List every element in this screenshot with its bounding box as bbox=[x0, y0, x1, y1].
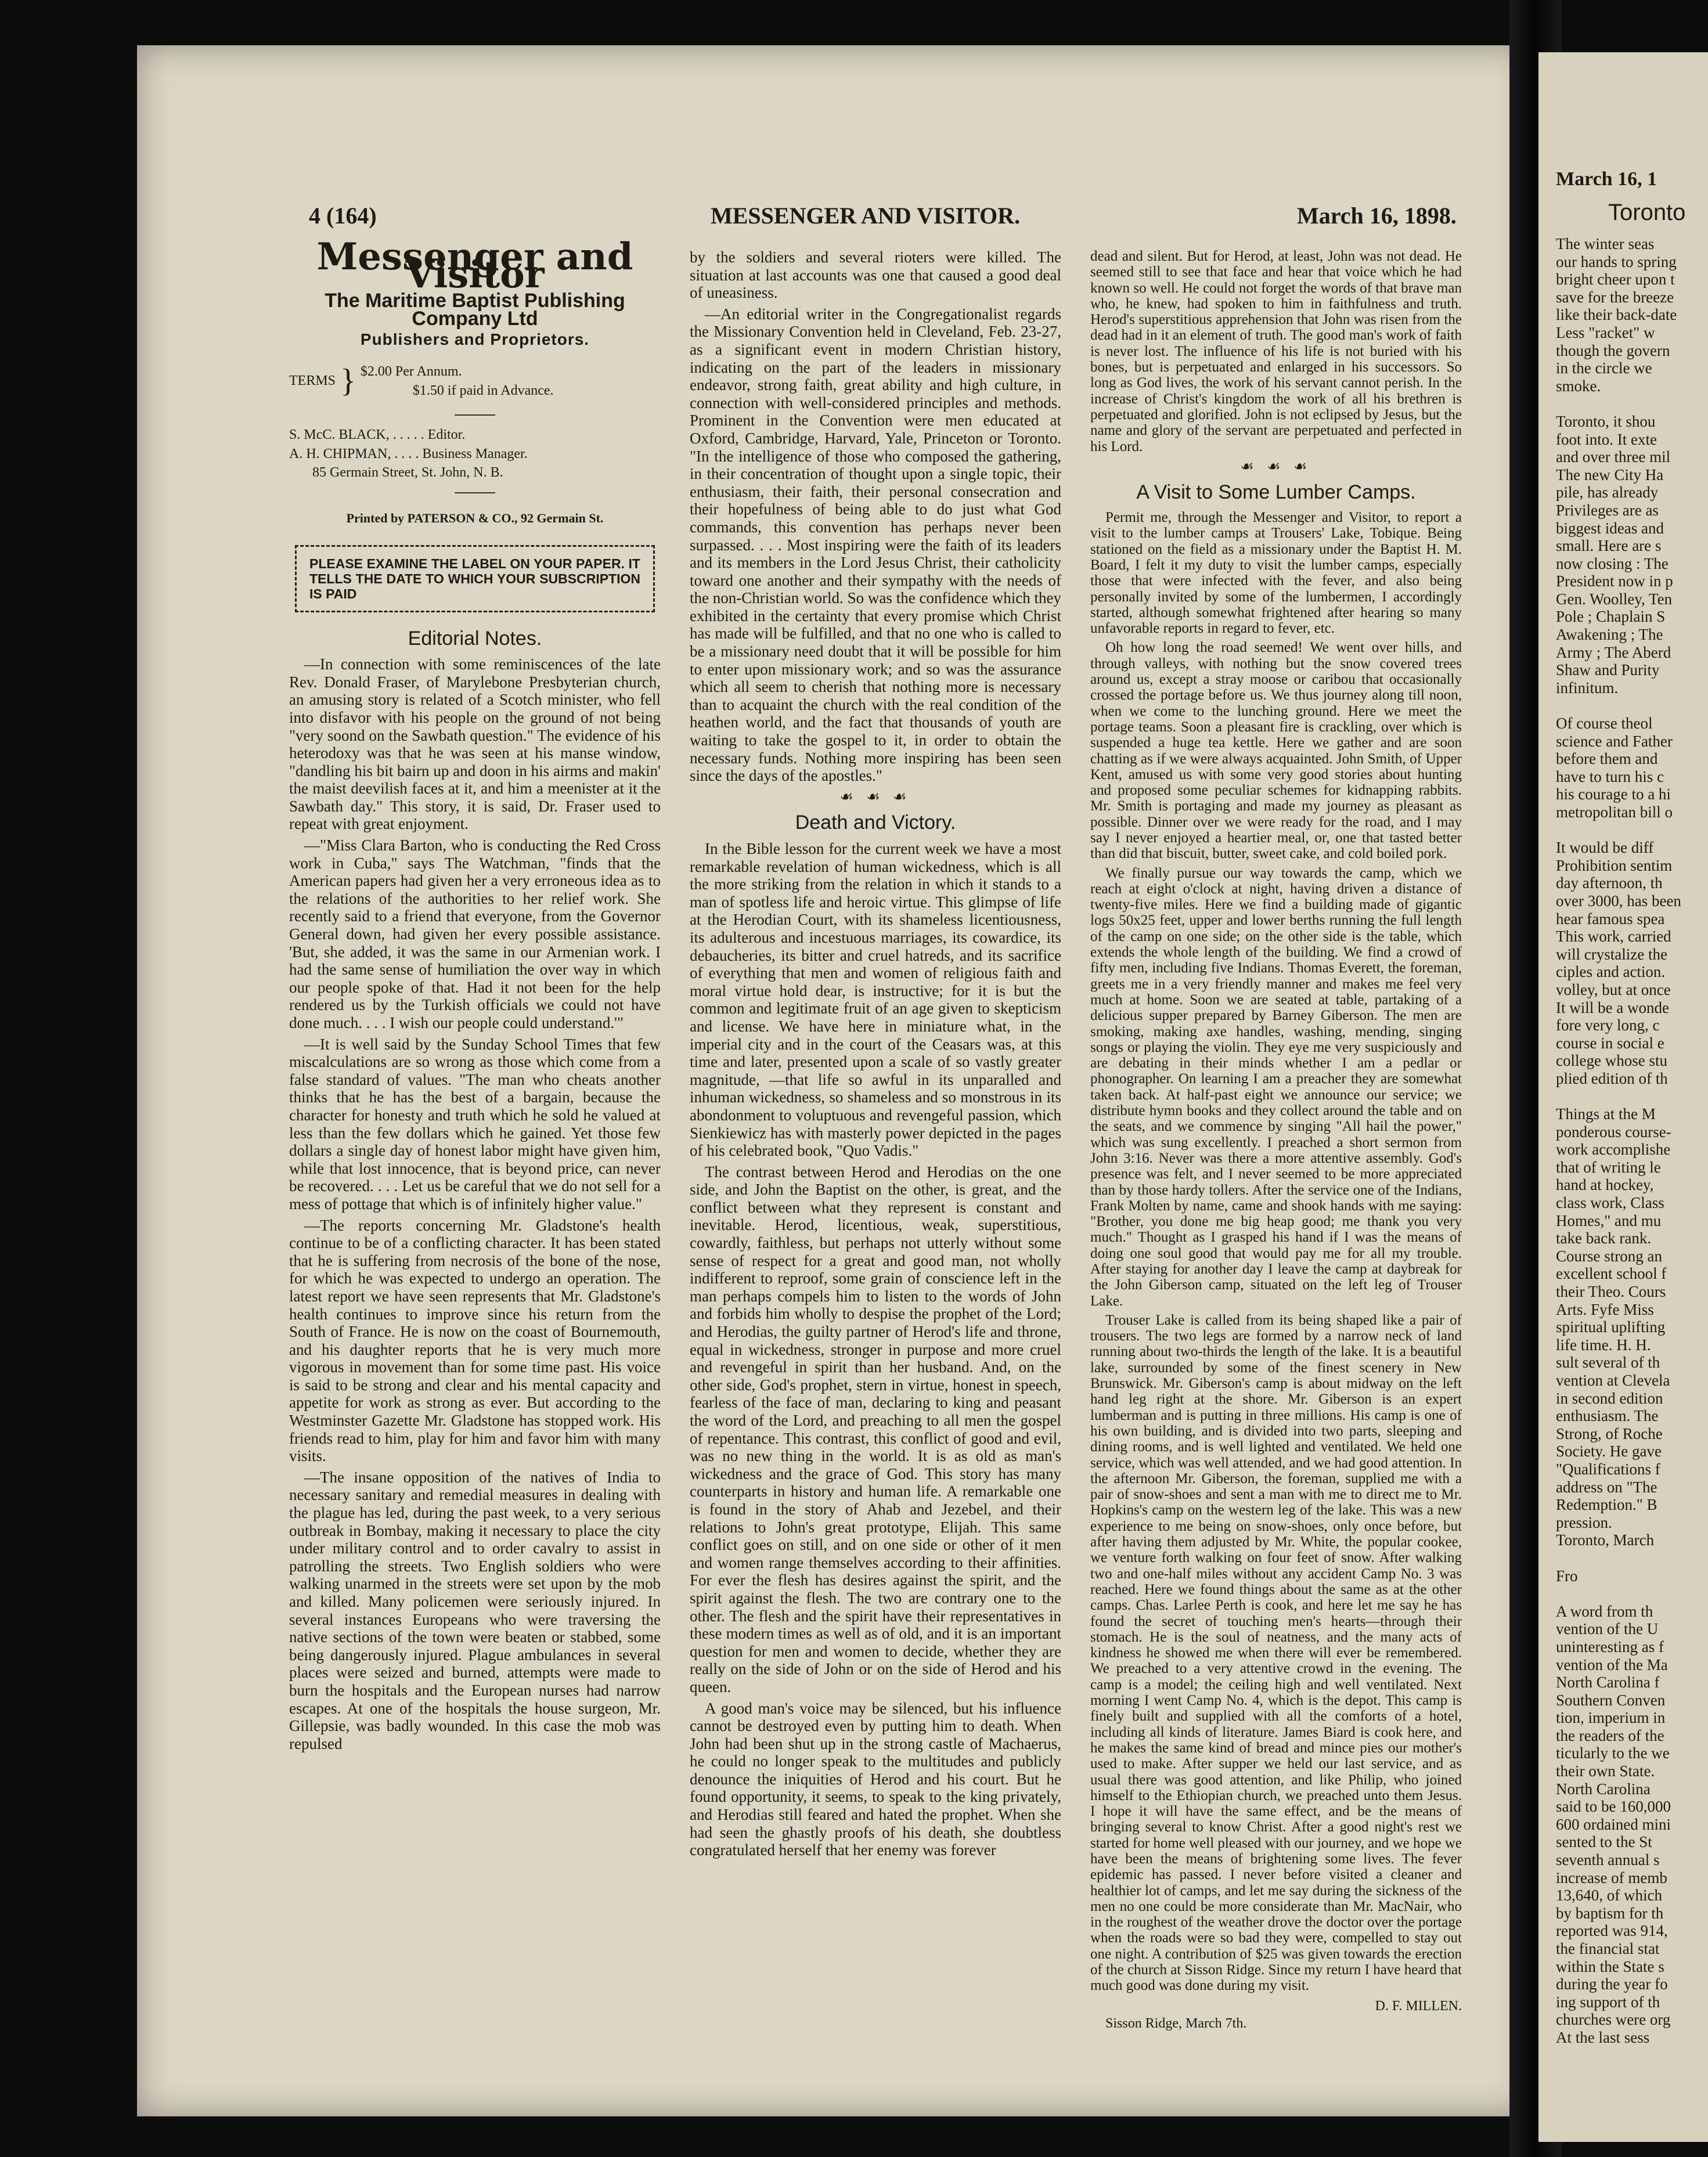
next-page-line: his courage to a hi bbox=[1556, 785, 1671, 803]
paragraph: —The insane opposition of the natives of India to necessary sanitary and remedial measures in dealing with the plague has led, during the past week, to a very serious outbreak in Bombay, making it necessary to place the city under military control and to order cavalry to assist in patrolling the streets. Two English soldiers who were walking unarmed in the streets were set upon by the mob and killed. Many policemen were seriously injured. In several instances Europeans who were traversing the native sections of the town were beaten or stabbed, some being dangerously injured. Plague ambulances in several places were seized and burned, attempts were made to burn the hospitals and the European nurses had narrow escapes. At one of the hospitals the house surgeon, Mr. Gillepsie, was badly wounded. In this case the mob was repulsed bbox=[289, 1468, 661, 1752]
staff-business-manager: A. H. CHIPMAN, . . . . Business Manager. bbox=[289, 446, 528, 461]
next-page-line: class work, Class bbox=[1556, 1194, 1664, 1212]
divider bbox=[455, 492, 495, 493]
next-page-line: Arts. Fyfe Miss bbox=[1556, 1300, 1654, 1318]
next-page-line: North Carolina f bbox=[1556, 1673, 1660, 1691]
next-page-line: ciples and action. bbox=[1556, 963, 1666, 981]
next-page-line: Gen. Woolley, Ten bbox=[1556, 590, 1673, 608]
next-page-line bbox=[1556, 1585, 1708, 1603]
next-page-title: Toronto bbox=[1608, 200, 1686, 225]
next-page-line: have to turn his c bbox=[1556, 767, 1664, 785]
next-page-line: President now in p bbox=[1556, 572, 1673, 590]
next-page-line: seventh annual s bbox=[1556, 1851, 1660, 1869]
next-page-line bbox=[1556, 697, 1708, 715]
next-page-line: like their back-date bbox=[1556, 306, 1677, 324]
next-page-line: reported was 914, bbox=[1556, 1922, 1668, 1940]
next-page-line: churches were org bbox=[1556, 2011, 1671, 2029]
next-page-line: day afternoon, th bbox=[1556, 874, 1663, 892]
next-page-line: The new City Ha bbox=[1556, 466, 1664, 484]
next-page-line: ponderous course- bbox=[1556, 1123, 1671, 1141]
subscription-notice: PLEASE EXAMINE THE LABEL ON YOUR PAPER. IT TELLS THE DATE TO WHICH YOUR SUBSCRIPTION IS PAID bbox=[295, 545, 655, 612]
next-page-line: Pole ; Chaplain S bbox=[1556, 608, 1666, 626]
next-page-line: North Carolina bbox=[1556, 1780, 1651, 1798]
next-page-line: hear famous spea bbox=[1556, 910, 1665, 928]
newspaper-title: MESSENGER AND VISITOR. bbox=[711, 203, 1021, 229]
paragraph: —"Miss Clara Barton, who is conducting the Red Cross work in Cuba," says The Watchman, "finds that the American papers had given her a very erroneous idea as to the relations of the authorities to her relief work. She recently said to a friend that everyone, from the Governor General down, had given her every possible assistance. 'But, she added, it was the same in our Armenian work. I had the same sense of humiliation the over way in which our people spoke of that. Had it not been for the help rendered us by the Turkish officials we could not have done much. . . . I wish our people could understand.'" bbox=[289, 836, 661, 1031]
paragraph: —It is well said by the Sunday School Times that few miscalculations are so wrong as those which come from a false standard of values. "The man who cheats another thinks that he has the best of a bargain, because the character for honesty and truth which he sold he valued at less than the few dollars which he gained. Yet those few dollars a single day of honest labor might have given him, while that lost innocence, that is beyond price, can never be recovered. . . . Let us be careful that we do not sell for a mess of pottage that which is of infinitely higher value." bbox=[289, 1035, 661, 1213]
next-page-line: sented to the St bbox=[1556, 1833, 1652, 1851]
next-page-line: biggest ideas and bbox=[1556, 519, 1664, 537]
masthead-publishers: Publishers and Proprietors. bbox=[360, 330, 590, 349]
next-page-line: hand at hockey, bbox=[1556, 1176, 1654, 1194]
next-page-line: and over three mil bbox=[1556, 448, 1671, 466]
next-page-line: A word from th bbox=[1556, 1602, 1653, 1620]
terms-annual: $2.00 Per Annum. bbox=[360, 363, 462, 379]
next-page-line bbox=[1556, 1088, 1708, 1106]
next-page-line: 600 ordained mini bbox=[1556, 1815, 1671, 1833]
next-page-header: March 16, 1 bbox=[1556, 168, 1657, 190]
terms-advance: $1.50 if paid in Advance. bbox=[412, 383, 554, 398]
next-page-line: Fro bbox=[1556, 1567, 1578, 1585]
next-page-line bbox=[1556, 395, 1708, 413]
next-page-line: Things at the M bbox=[1556, 1105, 1656, 1123]
page-number: 4 (164) bbox=[309, 203, 377, 229]
next-page-line: enthusiasm. The bbox=[1556, 1407, 1659, 1425]
next-page-line: fore very long, c bbox=[1556, 1016, 1660, 1034]
next-page-line: Toronto, March bbox=[1556, 1531, 1655, 1549]
next-page-line: the financial stat bbox=[1556, 1940, 1660, 1957]
next-page-line: It would be diff bbox=[1556, 839, 1654, 857]
subscription-terms bbox=[289, 362, 661, 401]
article-heading: Death and Victory. bbox=[795, 811, 956, 834]
paragraph: —In connection with some reminiscences of the late Rev. Donald Fraser, of Marylebone Presbyterian church, an amusing story is related of a Scotch minister, who fell into disfavor with his people on the ground of not being "very soond on the Sawbath question." The evidence of his heterodoxy was that he was seen at his manse window, "dandling his bit bairn up and doon in his airms and makin' the maist deevilish faces at it, and him a meenister at it the Sawbath day." This story, it is said, Dr. Fraser used to repeat with great enjoyment. bbox=[289, 655, 661, 833]
next-page-line: Awakening ; The bbox=[1556, 626, 1663, 644]
article-heading: A Visit to Some Lumber Camps. bbox=[1136, 481, 1416, 504]
next-page-line: work accomplishe bbox=[1556, 1141, 1671, 1159]
next-page-line: their Theo. Cours bbox=[1556, 1283, 1666, 1301]
newspaper-page bbox=[137, 45, 1530, 2116]
next-page-line: ticularly to the we bbox=[1556, 1744, 1670, 1762]
next-page-line: sult several of th bbox=[1556, 1354, 1660, 1372]
next-page-line: smoke. bbox=[1556, 377, 1601, 395]
next-page-line: by baptism for th bbox=[1556, 1904, 1664, 1922]
next-page-line: before them and bbox=[1556, 750, 1658, 768]
paragraph: A good man's voice may be silenced, but his influence cannot be destroyed even by putting him to death. When John had been shut up in the strong castle of Machaerus, he could no longer speak to the multitudes and publicly denounce the iniquities of Herod and his court. But he found opportunity, it seems, to speak to the king privately, and Herodias still feared and hated the prophet. When she had seen the ghastly proofs of his death, she doubtless congratulated herself that her enemy was forever bbox=[690, 1699, 1061, 1859]
next-page-line: vention of the Ma bbox=[1556, 1655, 1668, 1673]
next-page-line: Less "racket" w bbox=[1556, 323, 1655, 341]
column-2 bbox=[690, 248, 1061, 1863]
next-page-line: college whose stu bbox=[1556, 1052, 1667, 1070]
next-page-line: will crystalize the bbox=[1556, 945, 1667, 963]
next-page-line: tion, imperium in bbox=[1556, 1709, 1666, 1727]
next-page-line: ing support of th bbox=[1556, 1993, 1660, 2011]
next-page-line: foot into. It exte bbox=[1556, 430, 1657, 448]
next-page-line: that of writing le bbox=[1556, 1158, 1661, 1176]
next-page-line: It will be a wonde bbox=[1556, 998, 1669, 1016]
editorial-heading: Editorial Notes. bbox=[408, 627, 542, 650]
next-page-line bbox=[1556, 821, 1708, 839]
next-page-line: metropolitan bill o bbox=[1556, 803, 1673, 821]
paragraph: Permit me, through the Messenger and Visitor, to report a visit to the lumber camps at Trousers' Lake, Tobique. Being stationed on the field as a missionary under the Baptist H. M. Board, I felt it my duty to visit the lumber camps, especially those that were infected with the fever, and also being personally invited by some of the lumbermen, I accordingly started, although somewhat frightened after hearing so many unfavorable reports in regard to fever, etc. bbox=[1090, 510, 1462, 637]
next-page-line: volley, but at once bbox=[1556, 980, 1671, 998]
paragraph: In the Bible lesson for the current week we have a most remarkable revelation of human wickedness, which is all the more striking from the relation in which it stands to a man of spotless life and heroic virtue. This glimpse of life at the Herodian Court, with its shameless licentiousness, its adulterous and incestuous marriages, its cowardice, its debaucheries, its bitter and cruel hatreds, and its sacrifice of everything that men and women of religious faith and moral virtue hold dear, is instructive; for it is but the common and legitimate fruit of an age given to skepticism and license. We have here in miniature what, in the imperial city and in the court of the Ceasars was, at this time and later, presented upon a scale of so vastly greater magnitude, —that life so awful in its unparalled and inhuman wickedness, so shameless and so monstrous in its abondonment to voluptuous and revengeful passion, which Sienkiewicz has with masterly power depicted in the pages of his celebrated book, "Quo Vadis." bbox=[690, 840, 1061, 1160]
paragraph: by the soldiers and several rioters were killed. The situation at last accounts was one that caused a good deal of uneasiness. bbox=[690, 248, 1061, 302]
next-page-line: address on "The bbox=[1556, 1478, 1657, 1496]
next-page-line: infinitum. bbox=[1556, 679, 1619, 697]
paragraph: Trouser Lake is called from its being shaped like a pair of trousers. The two legs are formed by a narrow neck of land running about two-thirds the length of the lake. It is a beautiful lake, surrounded by some of the finest scenery in New Brunswick. Mr. Giberson's camp is about midway on the left hand leg right at the shore. Mr. Giberson is an expert lumberman and is putting in three millions. His camp is one of his own building, and is divided into two parts, sleeping and dining rooms, and is well lighted and ventilated. We held one service, which was well attended, and we had good attention. In the afternoon Mr. Giberson, the foreman, supplied me with a pair of snow-shoes and sent a man with me to direct me to Mr. Hopkins's camp on the western leg of the lake. This was a new experience to me being on snow-shoes, only once before, but after having them adjusted by Mr. White, the popular cookee, we venture forth walking on four feet of snow. After walking two and one-half miles without any accident Camp No. 3 was reached. Here we found things about the same as at the other camps. Chas. Larlee Perth is cook, and here let me say he has found the secret of touching men's hearts—through their stomach. He is the soul of neatness, and the many acts of kindness he showed me when there will ever be remembered. We preached to a very attentive crowd in the evening. The camp is a model; the ceiling high and well ventilated. Next morning I went Camp No. 4, which is the depot. This camp is finely built and supplied with all the comforts of a hotel, including all kinds of literature. James Biard is cook here, and he makes the same kind of bread and mince pies our mother's used to make. After supper we held our last service, and as usual there was good attention, and like Philip, who joined himself to the Ethiopian church, we preached unto them Jesus. I hope it will have the same effect, and be the means of bringing several to know Christ. After a good night's rest we started for home well pleased with our journey, and we hope we have been the means of brightening some lives. The fever epidemic has passed. I never before visited a cleaner and healthier lot of camps, and let me say during the sickness of the men no one could be more considerate than Mr. MacNair, who in the roughest of the weather drove the doctor over the portage when the roads were so bad they were, compelled to stay out one night. A contribution of $25 was given towards the erection of the church at Sisson Ridge. Since my return I have heard that much good was done during my visit. bbox=[1090, 1312, 1462, 1994]
printer-line: Printed by PATERSON & CO., 92 Germain St. bbox=[346, 510, 604, 525]
next-page-line: increase of memb bbox=[1556, 1869, 1667, 1887]
next-page-text bbox=[1538, 235, 1708, 2047]
next-page-line: Southern Conven bbox=[1556, 1691, 1666, 1709]
next-page-line: Army ; The Aberd bbox=[1556, 643, 1671, 661]
next-page-line: life time. H. H. bbox=[1556, 1336, 1651, 1354]
next-page-line: vention at Clevela bbox=[1556, 1372, 1670, 1389]
next-page-line: Prohibition sentim bbox=[1556, 856, 1673, 874]
next-page-edge bbox=[1538, 52, 1708, 2142]
next-page-line: though the govern bbox=[1556, 341, 1670, 359]
masthead bbox=[289, 235, 661, 349]
next-page-line: during the year fo bbox=[1556, 1975, 1668, 1993]
next-page-line: Homes," and mu bbox=[1556, 1211, 1662, 1229]
next-page-line: Toronto, it shou bbox=[1556, 412, 1656, 430]
next-page-line: Society. He gave bbox=[1556, 1442, 1662, 1460]
next-page-line bbox=[1556, 1549, 1708, 1567]
next-page-line: Privileges are as bbox=[1556, 501, 1659, 519]
next-page-line: uninteresting as f bbox=[1556, 1637, 1664, 1655]
next-page-line: This work, carried bbox=[1556, 928, 1671, 946]
next-page-line: in the circle we bbox=[1556, 359, 1652, 377]
paragraph: We finally pursue our way towards the camp, which we reach at eight o'clock at night, having driven a distance of twenty-five miles. Here we find a building made of gigantic logs 50x25 feet, upper and lower berths running the full length of the camp on one side; on the other side is the table, which extends the whole length of the building. We find a crowd of fifty men, including five Indians. Thomas Everett, the foreman, greets me in a very friendly manner and makes me feel very much at home. Soon we are seated at table, partaking of a delicious supper prepared by Barney Giberson. The men are smoking, making axe handles, washing, mending, singing songs or playing the violin. They eye me very suspiciously and are debating in their minds whether I am a pedlar or phonographer. On learning I am a preacher they are somewhat taken back. At half-past eight we announce our service; we distribute hymn books and they collect around the table and on the seats, and we commence by singing "All hail the power," which was sung excellently. I preached a short sermon from John 3:16. Never was there a more attentive assembly. God's presence was felt, and I never seemed to be more appreciated than by those hardy tollers. After the service one of the Indians, Frank Molten by name, came and shook hands with me saying: "Brother, you done me big heap good; me thank you very much." Thought as I grasped his hand if I was the means of doing one soul good that would pay me for all my trouble. After staying for another day I leave the camp at daybreak for the John Giberson camp, situated on the left leg of Trouser Lake. bbox=[1090, 865, 1462, 1309]
column-1 bbox=[289, 235, 661, 1756]
next-page-line: excellent school f bbox=[1556, 1265, 1667, 1283]
masthead-company: The Maritime Baptist Publishing Company Ltd bbox=[325, 290, 625, 330]
next-page-line: pile, has already bbox=[1556, 484, 1659, 502]
next-page-line: "Qualifications f bbox=[1556, 1460, 1660, 1478]
paragraph: dead and silent. But for Herod, at least, John was not dead. He seemed still to see that face and hear that voice which he had known so well. He could not forget the words of that brave man who, he knew, had spoken to him in faithfulness and truth. Herod's superstitious apprehension that John was risen from the dead had in it an element of truth. The good man's work of faith is never lost. The influence of his life is not buried with his bones, but is perpetuated and enlarged in his successors. So long as God lives, the work of his servant cannot perish. In the increase of Christ's kingdom the work of all his brethren is perpetuated and glorified. John is not eclipsed by Jesus, but the name and glory of the servant are perpetuated and perfected in his Lord. bbox=[1090, 248, 1462, 455]
next-page-line: the readers of the bbox=[1556, 1726, 1664, 1744]
paragraph: The contrast between Herod and Herodias on the one side, and John the Baptist on the other, is great, and the conflict between what they represent is constant and inevitable. Herod, licentious, weak, superstitious, cowardly, faithless, but perhaps not utterly without some sense of respect for a great and good man, not wholly indifferent to reproof, some grain of conscience left in the man perhaps compels him to listen to the words of John and forbids him wholly to despise the prophet of the Lord; and Herodias, the guilty partner of Herod's life and throne, equal in wickedness, stronger in purpose and more cruel and revengeful in spirit than her husband. And, on the other side, God's prophet, stern in virtue, honest in speech, fearless of the face of man, declaring to king and peasant the word of the Lord, and preaching to all men the gospel of repentance. This contrast, this conflict of good and evil, was no new thing in the world. It is as old as man's wickedness and the grace of God. This story has many counterparts in history and human life. A remarkable one is found in the story of Ahab and Jezebel, and their relations to John's great prototype, Elijah. This same conflict goes on still, and on one side or other of it men and women range themselves according to their affinities. For ever the flesh has desires against the spirit, and the spirit against the flesh. The two are contrary one to the other. The flesh and the spirit have their representatives in these modern times as well as of old, and it is an important question for men and women to decide, whether they are really on the side of John or on the side of Herod and his queen. bbox=[690, 1163, 1061, 1696]
signature: D. F. MILLEN. bbox=[1375, 1998, 1462, 2014]
next-page-line: Shaw and Purity bbox=[1556, 661, 1660, 679]
next-page-line: Redemption." B bbox=[1556, 1496, 1657, 1514]
ornament-divider: ☙ ☙ ☙ bbox=[839, 788, 911, 805]
dateline: Sisson Ridge, March 7th. bbox=[1105, 2016, 1247, 2032]
staff-address: 85 Germain Street, St. John, N. B. bbox=[312, 465, 503, 481]
next-page-line: over 3000, has been bbox=[1556, 892, 1681, 910]
column-3 bbox=[1090, 248, 1462, 2033]
next-page-line: 13,640, of which bbox=[1556, 1887, 1662, 1904]
next-page-line: Of course theol bbox=[1556, 715, 1653, 733]
next-page-line: The winter seas bbox=[1556, 235, 1655, 253]
next-page-line: Course strong an bbox=[1556, 1247, 1662, 1265]
next-page-line: small. Here are s bbox=[1556, 537, 1662, 555]
masthead-title: Messenger and Visitor bbox=[316, 235, 633, 297]
next-page-line: At the last sess bbox=[1556, 2028, 1650, 2046]
brace-icon: } bbox=[340, 363, 356, 399]
next-page-line: bright cheer upon t bbox=[1556, 270, 1675, 288]
next-page-line: pression. bbox=[1556, 1513, 1612, 1531]
paragraph: —The reports concerning Mr. Gladstone's health continue to be of a conflicting character. It has been stated that he is suffering from necrosis of the bone of the nose, for which he was expected to undergo an operation. The latest report we have seen represents that Mr. Gladstone's health continues to improve since his return from the South of France. He is now on the coast of Bournemouth, and his daughter reports that he is very much more vigorous in movement than for some time past. His voice is said to be strong and clear and his mental capacity and appetite for work as strong as ever. But according to the Westminster Gazette Mr. Gladstone has stopped work. His friends read to him, play for him and favor him with many visits. bbox=[289, 1216, 661, 1465]
issue-date: March 16, 1898. bbox=[1297, 203, 1457, 229]
staff-list bbox=[289, 426, 661, 482]
next-page-line: their own State. bbox=[1556, 1762, 1655, 1780]
next-page-line: take back rank. bbox=[1556, 1229, 1652, 1247]
next-page-line: vention of the U bbox=[1556, 1620, 1659, 1638]
next-page-line: science and Father bbox=[1556, 732, 1673, 750]
next-page-line: spiritual uplifting bbox=[1556, 1318, 1666, 1336]
terms-label: TERMS bbox=[289, 373, 336, 389]
next-page-line: within the State s bbox=[1556, 1957, 1664, 1975]
ornament-divider: ☙ ☙ ☙ bbox=[1240, 457, 1312, 475]
paragraph: Oh how long the road seemed! We went over hills, and through valleys, with nothing but the snow covered trees around us, except a stray moose or caribou that occasionally crossed the portage before us. We thus journey along till noon, when we come to the lunching ground. Here we meet the portage teams. Soon a pleasant fire is crackling, over which is suspended a huge tea kettle. Here we gather and are soon chatting as if we were always acquainted. John Smith, of Upper Kent, amused us with some very good stories about hunting and proposed some peculiar schemes for kidnapping rabbits. Mr. Smith is portaging and made my journey as pleasant as possible. Dinner over we were ready for the road, and I may say I never enjoyed a heartier meal, or, one that tasted better than did that biscuit, butter, sweet cake, and cold boiled pork. bbox=[1090, 640, 1462, 862]
next-page-line: course in social e bbox=[1556, 1034, 1664, 1052]
next-page-line: in second edition bbox=[1556, 1389, 1663, 1407]
divider bbox=[455, 414, 495, 416]
next-page-line: now closing : The bbox=[1556, 554, 1669, 572]
next-page-line: our hands to spring bbox=[1556, 253, 1677, 270]
editorial-body bbox=[289, 655, 661, 1752]
next-page-line: save for the breeze bbox=[1556, 288, 1674, 306]
next-page-line: said to be 160,000 bbox=[1556, 1798, 1671, 1816]
next-page-line: plied edition of th bbox=[1556, 1069, 1668, 1087]
paragraph: —An editorial writer in the Congregationalist regards the Missionary Convention held in Cleveland, Feb. 23-27, as a significant event in modern Christian history, indicating on the part of the leaders in missionary endeavor, strong faith, great ability and high culture, in connection with well-considered principles and methods. Prominent in the Convention were men educated at Oxford, Cambridge, Harvard, Yale, Princeton or Toronto. "In the intelligence of those who composed the gathering, in their concentration of thought upon a single topic, their enthusiasm, their faith, their personal consecration and their hopefulness of being able to do just what God commands, this convention has perhaps never been surpassed. . . . Most inspiring were the faith of its leaders and its members in the Lord Jesus Christ, their catholicity toward one another and their sympathy with the needs of the non-Christian world. So was the confidence which they exhibited in the certainty that every promise which Christ has made will be fulfilled, and that no one who is called to be a missionary need doubt that it will be possible for him to enter upon missionary work; and so was the assurance which all seem to cherish that nothing more is necessary than to acquaint the church with the real condition of the heathen world, and the fact that thousands of youth are waiting to take the gospel to it, in order to obtain the necessary funds. Nothing more inspiring has been seen since the days of the apostles." bbox=[690, 305, 1061, 785]
next-page-line: Strong, of Roche bbox=[1556, 1424, 1663, 1442]
staff-editor: S. McC. BLACK, . . . . . Editor. bbox=[289, 427, 466, 443]
